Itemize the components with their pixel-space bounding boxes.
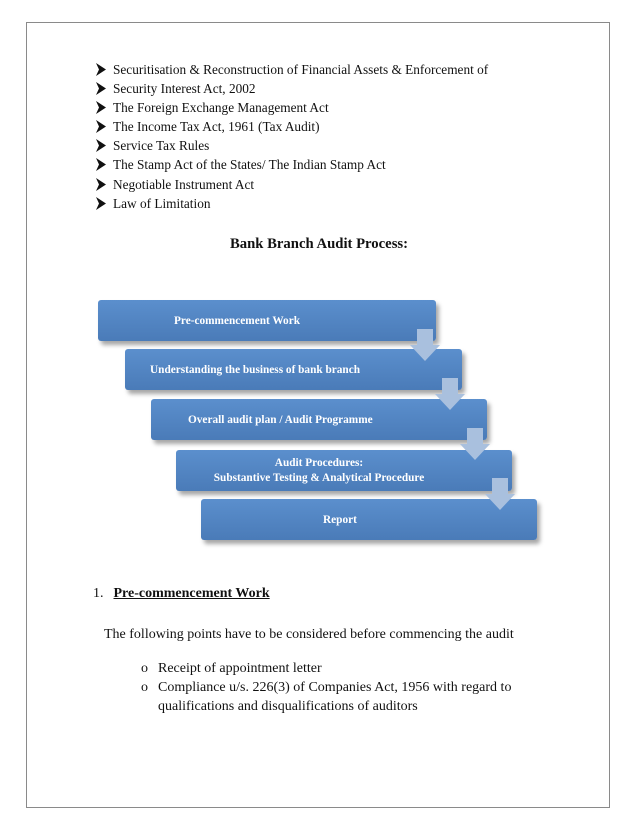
- circle-bullet-icon: o: [141, 680, 148, 695]
- list-item: Securitisation & Reconstruction of Financial Assets & Enforcement of: [96, 60, 488, 79]
- list-item: The Income Tax Act, 1961 (Tax Audit): [96, 117, 488, 136]
- down-arrow-icon: [435, 378, 465, 410]
- arrow-bullet-icon: [96, 82, 106, 95]
- section-title: [93, 586, 270, 602]
- list-item: The Foreign Exchange Management Act: [96, 98, 488, 117]
- down-arrow-icon: [410, 329, 440, 361]
- section-heading: Bank Branch Audit Process:: [229, 236, 409, 252]
- arrow-bullet-icon: [96, 178, 106, 191]
- process-step-audit-plan: Overall audit plan / Audit Programme: [151, 399, 487, 440]
- list-item: Law of Limitation: [96, 194, 488, 213]
- list-item: Service Tax Rules: [96, 136, 488, 155]
- arrow-bullet-icon: [96, 158, 106, 171]
- section-number: 1.: [93, 586, 104, 601]
- arrow-bullet-icon: [96, 197, 106, 210]
- list-item: Negotiable Instrument Act: [96, 175, 488, 194]
- sub-list: [141, 659, 558, 716]
- circle-bullet-icon: o: [141, 661, 148, 676]
- arrow-bullet-icon: [96, 101, 106, 114]
- list-item: o Compliance u/s. 226(3) of Companies Act, 1956 with regard to qualifications and disqualifications of auditors: [141, 680, 512, 714]
- list-item: The Stamp Act of the States/ The Indian Stamp Act: [96, 155, 488, 174]
- process-step-report: Report: [201, 499, 537, 540]
- arrow-bullet-icon: [96, 120, 106, 133]
- intro-text: The following points have to be considered before commencing the audit: [104, 627, 514, 642]
- law-list: [96, 60, 488, 213]
- list-item: Security Interest Act, 2002: [96, 79, 488, 98]
- list-item: o Receipt of appointment letter: [141, 661, 322, 676]
- step-subtitle: Substantive Testing & Analytical Procedure: [213, 472, 425, 484]
- down-arrow-icon: [485, 478, 515, 510]
- down-arrow-icon: [460, 428, 490, 460]
- arrow-bullet-icon: [96, 139, 106, 152]
- step-title: Audit Procedures:: [274, 457, 364, 469]
- process-step-understanding-business: Understanding the business of bank branch: [125, 349, 462, 390]
- section-title-text: Pre-commencement Work: [113, 586, 270, 601]
- arrow-bullet-icon: [96, 63, 106, 76]
- process-step-pre-commencement: Pre-commencement Work: [98, 300, 436, 341]
